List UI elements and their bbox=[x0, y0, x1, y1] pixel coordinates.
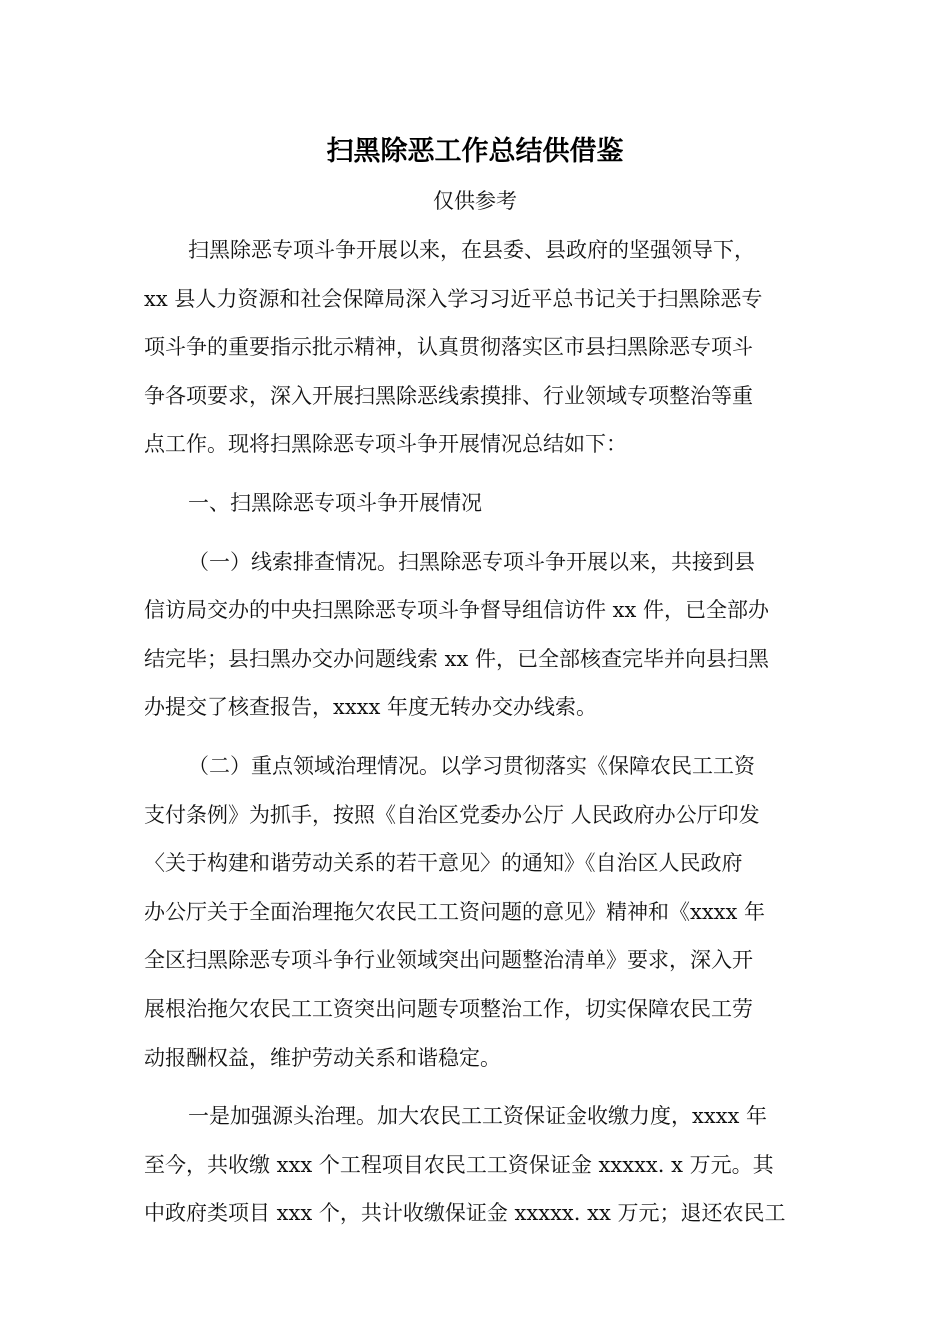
paragraph-line: （一）线索排查情况。扫黑除恶专项斗争开展以来，共接到县 bbox=[188, 549, 755, 574]
paragraph-line: 展根治拖欠农民工工资突出问题专项整治工作，切实保障农民工劳 bbox=[144, 996, 753, 1021]
paragraph-line: 支付条例》为抓手，按照《自治区党委办公厅 人民政府办公厅印发 bbox=[144, 802, 760, 827]
paragraph-line: 点工作。现将扫黑除恶专项斗争开展情况总结如下： bbox=[144, 432, 627, 457]
paragraph-key-areas bbox=[144, 742, 808, 1082]
paragraph-line: 至今，共收缴 xxx 个工程项目农民工工资保证金 xxxxx. x 万元。其 bbox=[144, 1152, 774, 1177]
document-title: 扫黑除恶工作总结供借鉴 bbox=[326, 136, 624, 167]
paragraph-line: xx 县人力资源和社会保障局深入学习习近平总书记关于扫黑除恶专 bbox=[144, 286, 763, 311]
document-body bbox=[144, 226, 808, 1238]
paragraph-line: 结完毕；县扫黑办交办问题线索 xx 件，已全部核查完毕并向县扫黑 bbox=[144, 646, 770, 671]
paragraph-line: 动报酬权益，维护劳动关系和谐稳定。 bbox=[144, 1045, 501, 1070]
paragraph-clue-check bbox=[144, 538, 808, 732]
paragraph-line: 全区扫黑除恶专项斗争行业领域突出问题整治清单》要求，深入开 bbox=[144, 948, 753, 973]
paragraph-line: （二）重点领域治理情况。以学习贯彻落实《保障农民工工资 bbox=[188, 753, 755, 778]
paragraph-source-governance bbox=[144, 1092, 808, 1238]
paragraph-intro bbox=[144, 226, 808, 469]
paragraph-line: 争各项要求，深入开展扫黑除恶线索摸排、行业领域专项整治等重 bbox=[144, 383, 753, 408]
section-heading: 一、扫黑除恶专项斗争开展情况 bbox=[188, 490, 482, 515]
paragraph-line: 一是加强源头治理。加大农民工工资保证金收缴力度，xxxx 年 bbox=[188, 1104, 768, 1129]
paragraph-line: 办提交了核查报告，xxxx 年度无转办交办线索。 bbox=[144, 695, 598, 720]
paragraph-line: 扫黑除恶专项斗争开展以来，在县委、县政府的坚强领导下， bbox=[188, 238, 755, 262]
paragraph-line: 项斗争的重要指示批示精神，认真贯彻落实区市县扫黑除恶专项斗 bbox=[144, 335, 753, 360]
paragraph-line: 办公厅关于全面治理拖欠农民工工资问题的意见》精神和《xxxx 年 bbox=[144, 899, 766, 924]
section-heading-1 bbox=[144, 479, 808, 528]
paragraph-line: 中政府类项目 xxx 个，共计收缴保证金 xxxxx. xx 万元；退还农民工 bbox=[144, 1201, 786, 1226]
document-subtitle: 仅供参考 bbox=[433, 189, 517, 213]
paragraph-line: 〈关于构建和谐劳动关系的若干意见〉的通知》《自治区人民政府 bbox=[144, 851, 743, 876]
paragraph-line: 信访局交办的中央扫黑除恶专项斗争督导组信访件 xx 件，已全部办 bbox=[144, 598, 770, 623]
